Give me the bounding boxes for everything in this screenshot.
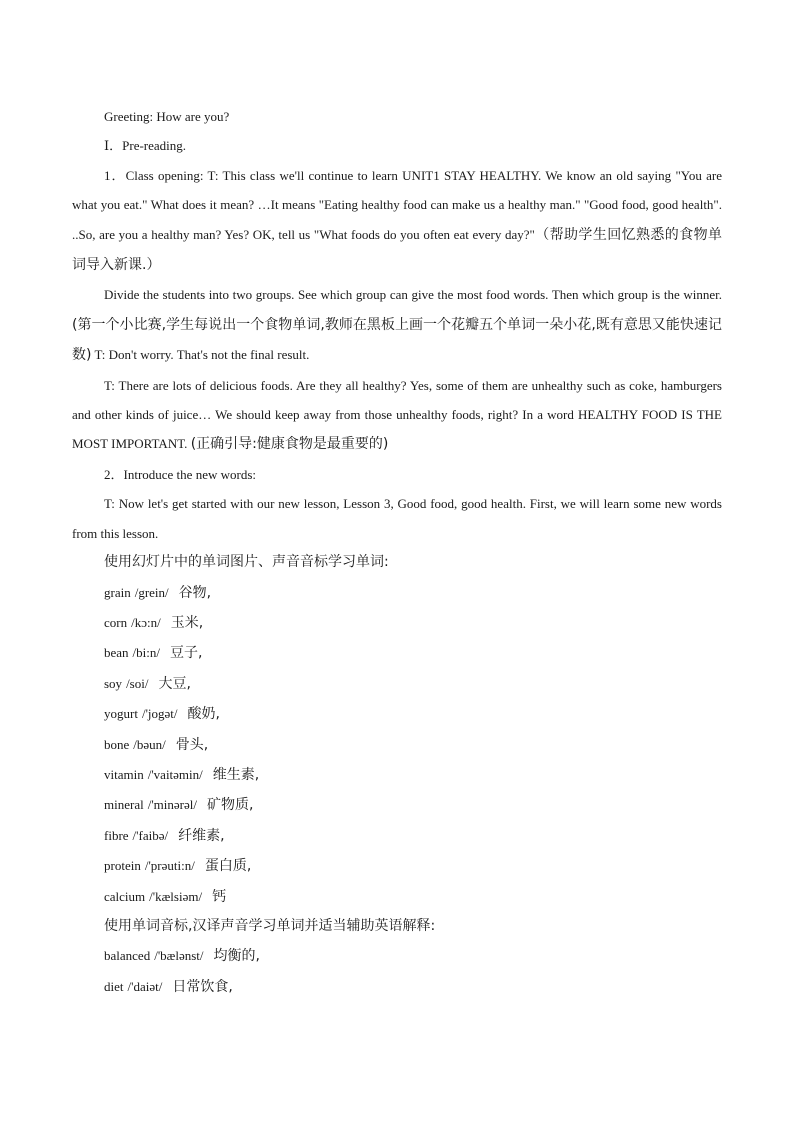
vocab-item: balanced /'bælənst/ 均衡的, [104,948,260,965]
lesson-intro-paragraph: T: Now let's get started with our new lesson, Lesson 3, Good food, good health. First, we will learn some new words from this lesson. [72,496,722,541]
vocab-item: diet /'daiət/ 日常饮食, [104,978,233,995]
vocab-item: protein /'prəuti:n/ 蛋白质, [104,858,252,875]
group-game-note: (第一个小比赛,学生每说出一个食物单词,教师在黑板上画一个花瓣五个单词一朵小花,既有意思又能快速记数) [72,316,722,364]
vocab-item: yogurt /'jogət/ 酸奶, [104,706,220,723]
phonetic-instruction: 使用单词音标,汉译声音学习单词并适当辅助英语解释: [104,917,436,934]
vocab-item: soy /soi/ 大豆, [104,675,191,692]
introduce-words-heading: 2．Introduce the new words: [104,466,256,482]
vocab-list-1 [72,578,722,912]
slides-instruction: 使用幻灯片中的单词图片、声音音标学习单词: [104,554,389,571]
group-game-paragraph [72,280,722,370]
vocab-item: vitamin /'vaitəmin/ 维生素, [104,766,260,783]
document-page [72,102,722,1002]
group-game-text: Divide the students into two groups. See which group can give the most food words. Then which group is the winner. [104,287,722,303]
greeting-line: Greeting: How are you? [104,109,230,124]
vocab-item: calcium /'kælsiəm/ 钙 [104,888,227,905]
vocab-list-2 [72,941,722,1002]
vocab-item: mineral /'minərəl/ 矿物质, [104,797,254,814]
group-game-end: T: Don't worry. That's not the final result. [91,347,310,363]
vocab-item: corn /kɔ:n/ 玉米, [104,614,204,631]
section-heading-pre-reading: Ⅰ．Pre-reading. [104,138,187,154]
healthy-food-paragraph [72,371,722,460]
vocab-item: grain /grein/ 谷物, [104,584,212,601]
vocab-item: bean /bi:n/ 豆子, [104,645,203,662]
vocab-item: fibre /'faibə/ 纤维素, [104,827,225,844]
healthy-food-note: (正确引导:健康食物是最重要的) [190,436,389,453]
healthy-food-text: T: There are lots of delicious foods. Are they all healthy? Yes, some of them are unhealthy such as coke, hamburgers and other kinds of juice… We should keep away from those unhealthy foods, right? In a word HEALTHY FOOD IS THE MOST IMPORTANT. [72,377,722,452]
class-opening-text: 1．Class opening: T: This class we'll continue to learn UNIT1 STAY HEALTHY. We know an old saying "You are what you eat." What does it mean? …It means "Eating healthy food can make us a healthy man." "Good food, good health". ..So, are you a healthy man? Yes? OK, tell us "What foods do you often eat every day?" [72,167,722,242]
vocab-item: bone /bəun/ 骨头, [104,736,209,753]
class-opening-note: （帮助学生回忆熟悉的食物单词导入新课.） [72,226,722,274]
class-opening-paragraph [72,161,722,281]
